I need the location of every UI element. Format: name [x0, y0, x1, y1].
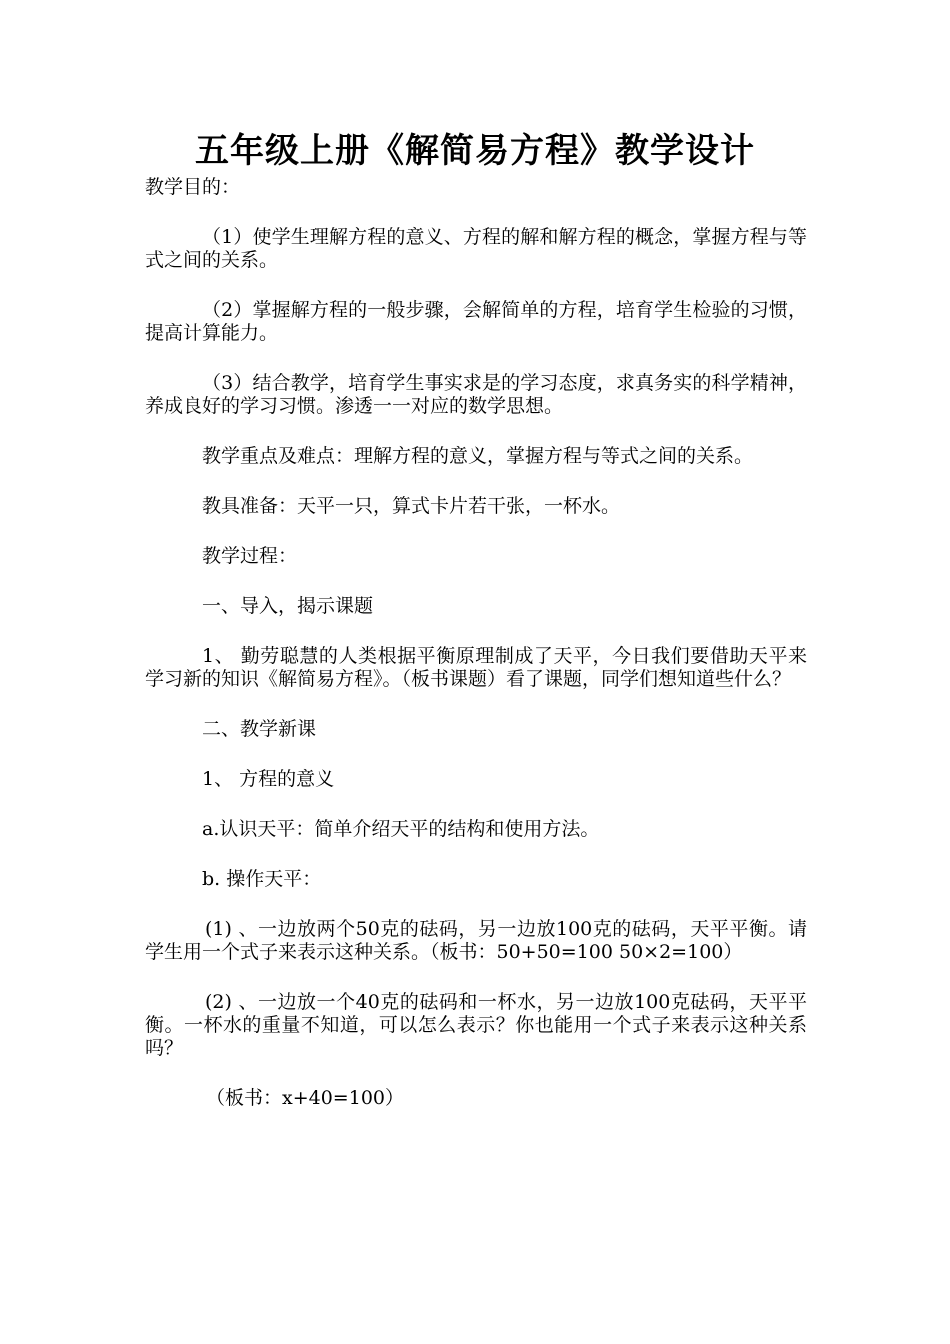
paragraph-teaching-process-heading: 教学过程： [202, 545, 298, 567]
paragraph-introduction: 1、 勤劳聪慧的人类根据平衡原理制成了天平，今日我们要借助天平来学习新的知识《解简易方程》。（板书课题）看了课题，同学们想知道些什么？ [145, 645, 807, 690]
paragraph-objective-1: （1）使学生理解方程的意义、方程的解和解方程的概念，掌握方程与等式之间的关系。 [145, 226, 807, 271]
paragraph-know-balance: a.认识天平：简单介绍天平的结构和使用方法。 [202, 818, 600, 840]
paragraph-objective-2: （2）掌握解方程的一般步骤，会解简单的方程，培育学生检验的习惯，提高计算能力。 [145, 299, 807, 344]
paragraph-key-points: 教学重点及难点：理解方程的意义，掌握方程与等式之间的关系。 [202, 445, 754, 467]
paragraph-equation-meaning: 1、 方程的意义 [202, 768, 335, 790]
paragraph-section-2-heading: 二、教学新课 [202, 718, 317, 740]
paragraph-objective-3: （3）结合教学，培育学生事实求是的学习态度，求真务实的科学精神，养成良好的学习习惯。渗透一一对应的数学思想。 [145, 372, 807, 417]
paragraph-step-1: (1) 、一边放两个50克的砝码，另一边放100克的砝码，天平平衡。请学生用一个式子来表示这种关系。（板书：50+50=100 50×2=100） [145, 918, 807, 963]
paragraph-teaching-aids: 教具准备：天平一只，算式卡片若干张，一杯水。 [202, 495, 621, 517]
paragraph-section-1-heading: 一、导入，揭示课题 [202, 595, 374, 617]
document-body [145, 176, 807, 1137]
paragraph-board-equation: （板书：x+40=100） [206, 1087, 404, 1109]
paragraph-teaching-objectives-heading: 教学目的： [145, 176, 241, 198]
paragraph-step-2: (2) 、一边放一个40克的砝码和一杯水，另一边放100克砝码，天平平衡。一杯水的重量不知道，可以怎么表示？你也能用一个式子来表示这种关系吗？ [145, 991, 807, 1059]
paragraph-operate-balance: b. 操作天平： [202, 868, 322, 890]
document-title: 五年级上册《解简易方程》教学设计 [195, 131, 755, 171]
